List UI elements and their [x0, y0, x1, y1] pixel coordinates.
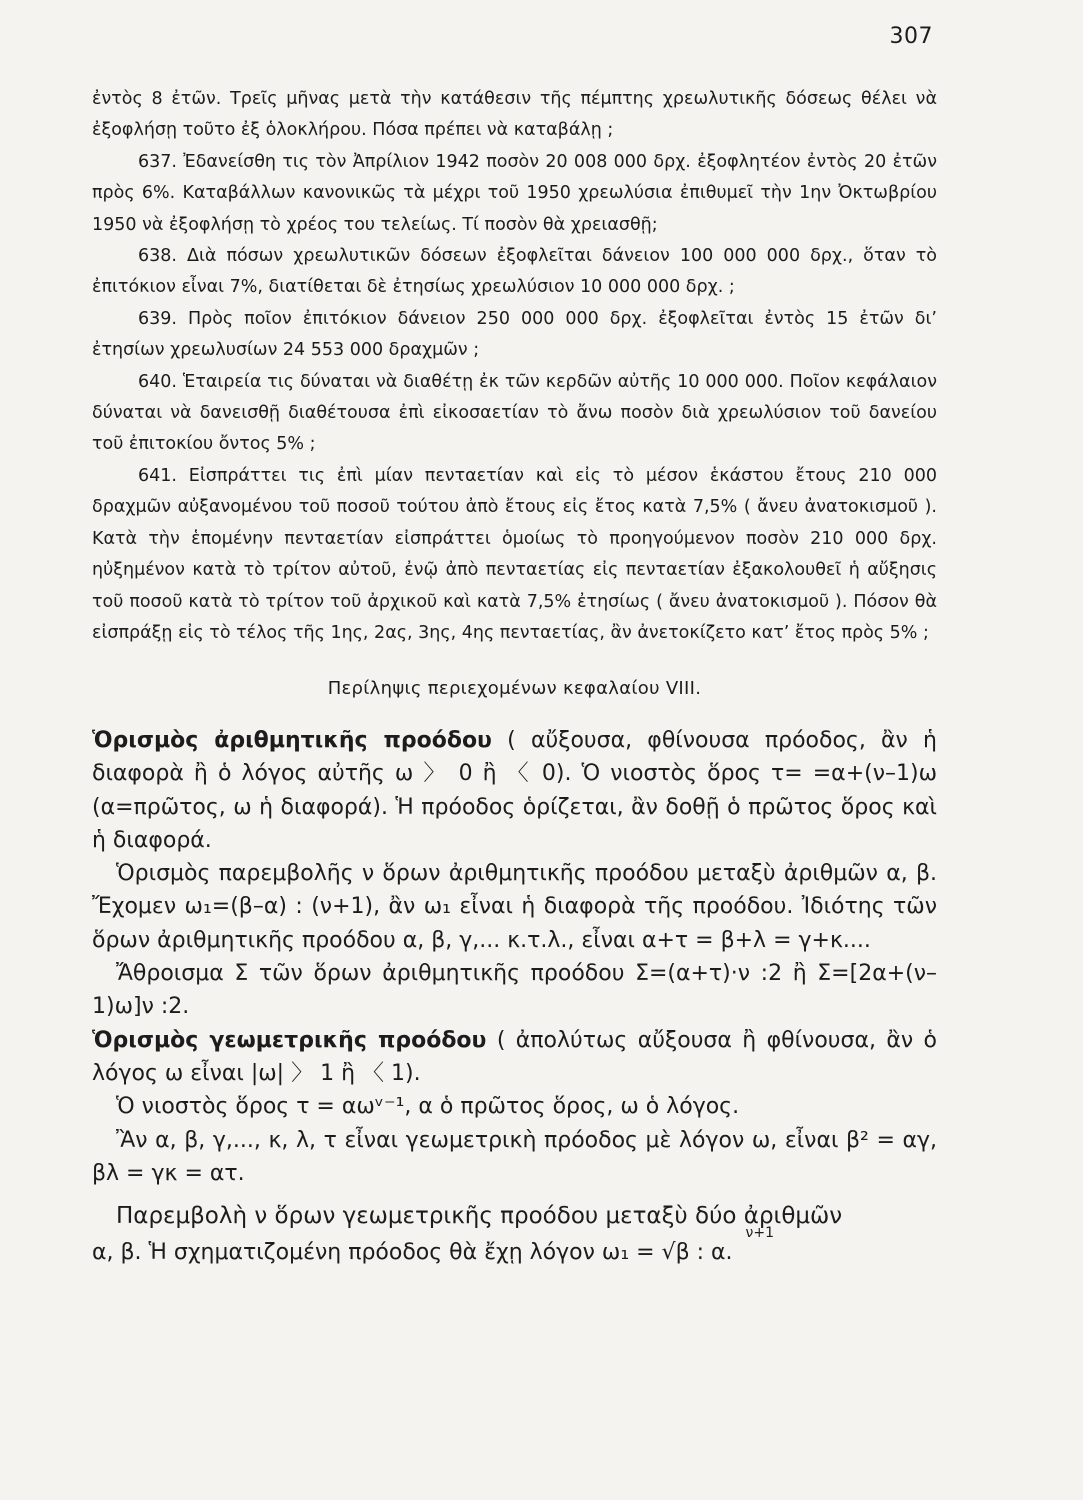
problem-639: 639. Πρὸς ποῖον ἐπιτόκιον δάνειον 250 000 000 δρχ. ἐξοφλεῖται ἐντὸς 15 ἐτῶν δι’ ἐτησίων χρεωλυσίων 24 553 000 δραχμῶν ; [92, 308, 937, 361]
problem-640: 640. Ἑταιρεία τις δύναται νὰ διαθέτῃ ἐκ τῶν κερδῶν αὐτῆς 10 000 000. Ποῖον κεφάλαιον δύναται νὰ δανεισθῇ διαθέτουσα ἐπὶ εἰκοσαετίαν τὸ ἄνω ποσὸν διὰ χρεωλύσιον τοῦ δανείου τοῦ ἐπιτοκίου ὄντος 5% ; [92, 371, 937, 455]
problem-continuation: ἐντὸς 8 ἐτῶν. Τρεῖς μῆνας μετὰ τὴν κατάθεσιν τῆς πέμπτης χρεωλυτικῆς δόσεως θέλει νὰ ἐξοφλήσῃ τοῦτο ἐξ ὁλοκλήρου. Πόσα πρέπει νὰ καταβάλῃ ; [92, 89, 937, 141]
arith-definition-text: ( αὔξουσα, φθίνουσα πρόοδος, ἂν ἡ διαφορὰ ἢ ὁ λόγος αὐτῆς ω 〉 0 ἢ 〈 0). Ὁ νιοστὸς ὅρος τ= =α+(ν–1)ω (α=πρῶτος, ω ἡ διαφορά). Ἡ πρόοδος ὁρίζεται, ἂν δοθῇ ὁ πρῶτος ὅρος καὶ ἡ διαφορά. [92, 728, 938, 853]
arith-interpolation: Ὁρισμὸς παρεμβολῆς ν ὅρων ἀριθμητικῆς προόδου μεταξὺ ἀριθμῶν α, β. Ἔχομεν ω₁=(β–α) : (ν+1), ἂν ω₁ εἶναι ἡ διαφορὰ τῆς προόδου. Ἰδιότης τῶν ὅρων ἀριθμητικῆς προόδου α, β, γ,... κ.τ.λ., εἶναι α+τ = β+λ = γ+κ.... [92, 861, 937, 953]
geom-property: Ἂν α, β, γ,..., κ, λ, τ εἶναι γεωμετρικὴ πρόοδος μὲ λόγον ω, εἶναι β² = αγ, βλ = γκ = ατ. [92, 1127, 937, 1186]
geom-nth-term: Ὁ νιοστὸς ὅρος τ = αωᵛ⁻¹, α ὁ πρῶτος ὅρος, ω ὁ λόγος. [116, 1094, 740, 1120]
page-number: 307 [889, 24, 933, 49]
geom-definition [92, 1024, 937, 1091]
summary-title: Περίληψις περιεχομένων κεφαλαίου VIII. [327, 678, 702, 699]
summary-section [92, 724, 937, 1272]
root-index: ν+1 [745, 1225, 774, 1242]
problem-638: 638. Διὰ πόσων χρεωλυτικῶν δόσεων ἐξοφλεῖται δάνειον 100 000 000 δρχ., ὅταν τὸ ἐπιτόκιον εἶναι 7%, διατίθεται δὲ ἐτησίως χρεωλύσιον 10 000 000 δρχ. ; [92, 246, 937, 298]
geom-definition-heading: Ὁρισμὸς γεωμετρικῆς προόδου [92, 1027, 487, 1053]
arith-sum: Ἄθροισμα Σ τῶν ὅρων ἀριθμητικῆς προόδου Σ=(α+τ)·ν :2 ἢ Σ=[2α+(ν–1)ω]ν :2. [92, 961, 937, 1020]
problem-641: 641. Εἰσπράττει τις ἐπὶ μίαν πενταετίαν καὶ εἰς τὸ μέσον ἑκάστου ἔτους 210 000 δραχμῶν αὐξανομένου τοῦ ποσοῦ τούτου ἀπὸ ἔτους εἰς ἔτος κατὰ 7,5% ( ἄνευ ἀνατοκισμοῦ ). Κατὰ τὴν ἑπομένην πενταετίαν εἰσπράττει ὁμοίως τὸ προηγούμενον ποσὸν 210 000 δρχ. ηὐξημένον κατὰ τὸ τρίτον αὐτοῦ, ἐνῷ ἀπὸ πενταετίας εἰς πενταετίαν ἐξακολουθεῖ ἡ αὔξησις τοῦ ποσοῦ κατὰ τὸ τρίτον τοῦ ἀρχικοῦ καὶ κατὰ 7,5% ἐτησίως ( ἄνευ ἀνατοκισμοῦ ). Πόσον θὰ εἰσπράξῃ εἰς τὸ τέλος τῆς 1ης, 2ας, 3ης, 4ης πενταετίας, ἂν ἀνετοκίζετο κατ’ ἔτος πρὸς 5% ; [92, 465, 937, 643]
problems-section [92, 84, 937, 649]
geom-interpolation-text: α, β. Ἡ σχηματιζομένη πρόοδος θὰ ἔχῃ λόγον ω₁ = √β : α. [92, 1240, 733, 1266]
arith-definition [92, 724, 937, 857]
arith-definition-heading: Ὁρισμὸς ἀριθμητικῆς προόδου [92, 728, 492, 753]
geom-interpolation-line1: Παρεμβολὴ ν ὅρων γεωμετρικῆς προόδου μεταξὺ δύο ἀριθμῶν [116, 1203, 843, 1230]
geom-definition-text: ( ἀπολύτως αὔξουσα ἢ φθίνουσα, ἂν ὁ λόγος ω εἶναι |ω| 〉 1 ἢ 〈 1). [92, 1027, 937, 1086]
problem-637: 637. Ἐδανείσθη τις τὸν Ἀπρίλιον 1942 ποσὸν 20 008 000 δρχ. ἐξοφλητέον ἐντὸς 20 ἐτῶν πρὸς 6%. Καταβάλλων κανονικῶς τὰ μέχρι τοῦ 1950 χρεωλύσια ἐπιθυμεῖ τὴν 1ην Ὀκτωβρίου 1950 νὰ ἐξοφλήσῃ τὸ χρέος του τελείως. Τί ποσὸν θὰ χρειασθῇ; [92, 151, 937, 235]
